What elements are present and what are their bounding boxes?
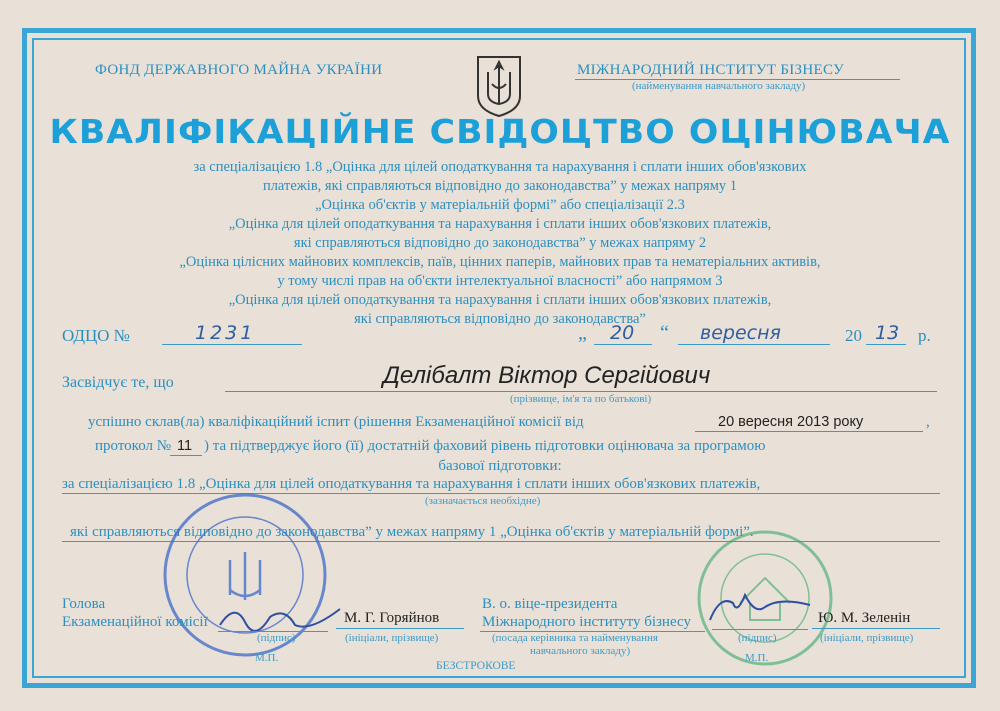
specialization-line-7: у тому числі прав на об'єкти інтелектуальної власності” або напрямом 3	[277, 273, 723, 289]
holder-name-caption: (прізвище, ім'я та по батькові)	[510, 393, 652, 405]
left-name-caption: (ініціали, прізвище)	[345, 632, 439, 644]
exam-date: 20 вересня 2013 року	[718, 414, 864, 430]
right-mp: М.П.	[745, 652, 769, 664]
specialization-line-3: „Оцінка об'єктів у матеріальній формі” або спеціалізації 2.3	[315, 197, 685, 213]
exam-date-comma: ,	[926, 414, 930, 430]
specialization-line-2: платежів, які справляються відповідно до законодавства” у межах напряму 1	[262, 178, 738, 194]
left-sign-caption: (підпис)	[257, 632, 296, 644]
date-year-suffix: 13	[875, 322, 900, 344]
certificate-number-label: ОДЦО №	[62, 326, 130, 345]
number-underline	[162, 344, 302, 345]
certificate-number: 1231	[195, 322, 256, 344]
left-name-underline	[336, 628, 464, 629]
protocol-rest: ) та підтверджує його (її) достатній фаховий рівень підготовки оцінювача за програмою	[204, 438, 766, 454]
left-role-line-1: Голова	[62, 596, 106, 612]
day-underline	[594, 344, 652, 345]
right-organization: МІЖНАРОДНИЙ ІНСТИТУТ БІЗНЕСУ	[577, 62, 844, 78]
certificate-title: КВАЛІФІКАЦІЙНЕ СВІДОЦТВО ОЦІНЮВАЧА	[49, 112, 951, 151]
holder-name: Делібалт Віктор Сергійович	[383, 362, 711, 389]
name-underline	[225, 391, 937, 392]
protocol-number: 11	[177, 438, 193, 454]
trident-emblem-icon	[474, 54, 524, 118]
specialization-line-8: „Оцінка для цілей оподаткування та нарахування і сплати інших обов'язкових платежів,	[228, 292, 772, 308]
specialization-line-9: які справляються відповідно до законодавства”	[354, 311, 646, 327]
center-role-line-2: Міжнародного інституту бізнесу	[482, 614, 691, 630]
protocol-label: протокол №	[95, 438, 172, 454]
center-caption-line-2: навчального закладу)	[530, 645, 631, 657]
date-quote-open: „	[578, 322, 587, 344]
specialization-line-4: „Оцінка для цілей оподаткування та нарахування і сплати інших обов'язкових платежів,	[228, 216, 772, 232]
exam-specialization-line: за спеціалізацією 1.8 „Оцінка для цілей оподаткування та нарахування і сплати інших обов'язкових платежів,	[62, 476, 761, 492]
specialization-line-6: „Оцінка цілісних майнових комплексів, паїв, цінних паперів, майнових прав та нематеріальних активів,	[179, 254, 821, 270]
center-role-line-1: В. о. віце-президента	[482, 596, 618, 612]
year-underline	[866, 344, 906, 345]
specialization-line-1: за спеціалізацією 1.8 „Оцінка для цілей оподаткування та нарахування і сплати інших обов'язкових	[193, 159, 807, 175]
right-sign-caption: (підпис)	[738, 632, 777, 644]
exam-date-underline	[695, 431, 923, 432]
date-year-prefix: 20	[845, 326, 862, 345]
exam-line: успішно склав(ла) кваліфікаційний іспит (рішення Екзаменаційної комісії від	[88, 414, 584, 430]
right-name: Ю. М. Зеленін	[818, 610, 911, 626]
left-name: М. Г. Горяйнов	[344, 610, 440, 626]
center-caption-line-1: (посада керівника та найменування	[492, 632, 658, 644]
right-name-underline	[812, 628, 940, 629]
date-day: 20	[610, 322, 635, 344]
exam-specialization-line-2: які справляються відповідно до законодавства” у межах напряму 1 „Оцінка об'єктів у матеріальній формі”.	[70, 524, 754, 540]
right-signature-icon	[705, 585, 815, 630]
right-sign-underline	[712, 629, 808, 630]
specialization-line-5: які справляються відповідно до законодавства” у межах напряму 2	[293, 235, 707, 251]
date-month: вересня	[700, 322, 781, 344]
left-mp: М.П.	[255, 652, 279, 664]
month-underline	[678, 344, 830, 345]
left-organization: ФОНД ДЕРЖАВНОГО МАЙНА УКРАЇНИ	[95, 62, 383, 78]
protocol-underline	[170, 455, 202, 456]
date-quote-close: “	[660, 322, 669, 344]
basic-training-label: базової підготовки:	[438, 458, 562, 474]
validity-label: БЕЗСТРОКОВЕ	[436, 660, 516, 672]
left-role-line-2: Екзаменаційної комісії	[62, 614, 208, 630]
certifies-label: Засвідчує те, що	[62, 374, 174, 391]
exam-spec-caption: (зазначається необхідне)	[425, 495, 541, 507]
right-name-caption: (ініціали, прізвище)	[820, 632, 914, 644]
right-org-caption: (найменування навчального закладу)	[632, 80, 806, 92]
date-year-unit: р.	[918, 326, 931, 345]
